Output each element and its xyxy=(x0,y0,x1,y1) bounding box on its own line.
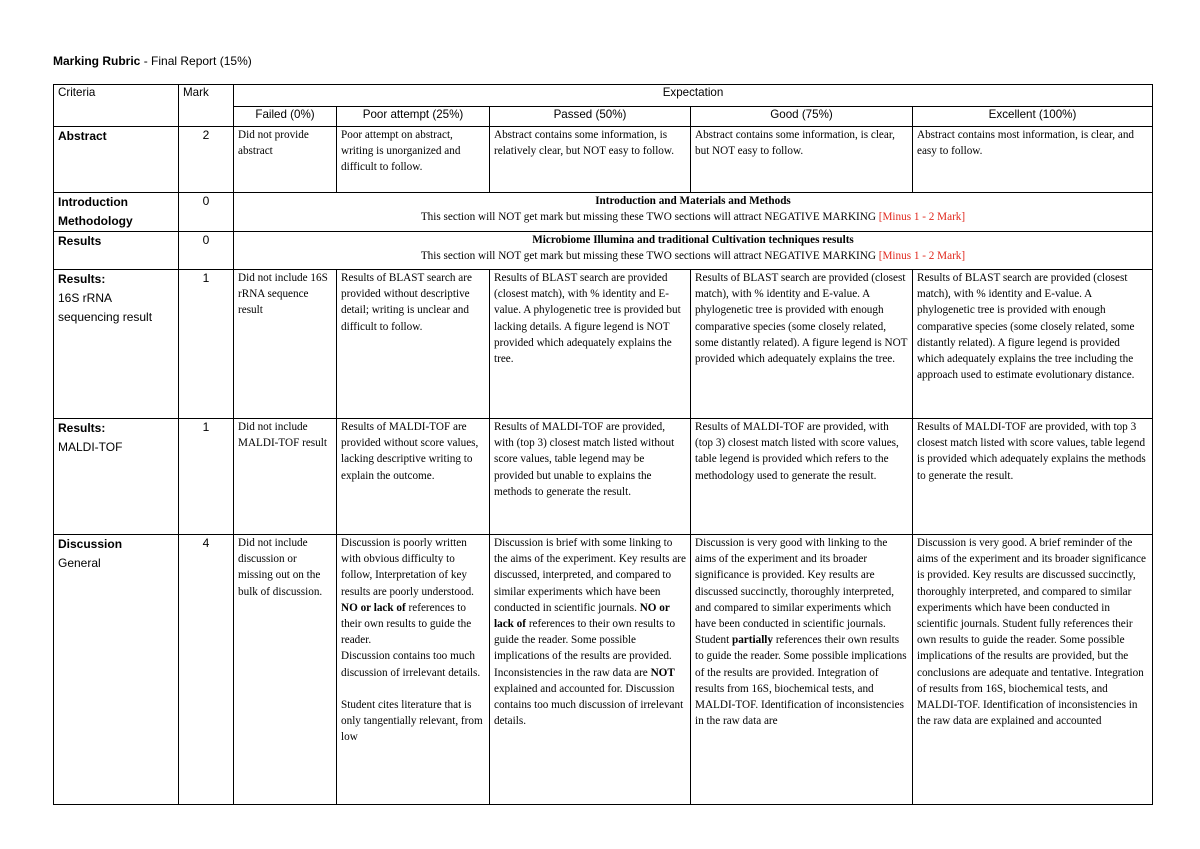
page-title-bold: Marking Rubric xyxy=(53,54,141,68)
criteria-introduction-line1: Introduction xyxy=(58,195,128,209)
16s-passed: Results of BLAST search are provided (closest match), with % identity and E-value. A phylogenetic tree is provided but lacking details. A figure legend is NOT provided which adequately explains the tree. xyxy=(490,270,691,419)
mark-results: 0 xyxy=(179,232,234,270)
mark-abstract: 2 xyxy=(179,127,234,193)
discussion-poor xyxy=(337,535,490,805)
criteria-maldi-bold: Results: xyxy=(58,421,106,435)
mark-discussion: 4 xyxy=(179,535,234,805)
criteria-abstract xyxy=(54,127,179,193)
page-title-rest: - Final Report (15%) xyxy=(140,54,252,68)
header-criteria: Criteria xyxy=(54,85,179,127)
criteria-discussion xyxy=(54,535,179,805)
criteria-results-label: Results xyxy=(58,234,102,248)
discussion-poor-c: references to their own results to guide the reader. xyxy=(341,601,472,647)
level-failed: Failed (0%) xyxy=(234,107,337,127)
header-mark: Mark xyxy=(179,85,234,127)
16s-excellent: Results of BLAST search are provided (closest match), with % identity and E-value. A phylogenetic tree is provided with enough comparative species (some closely related, some distantly related). A figure legend is provided which adequately explains the tree including the approach used to estimate evolutionary distance. xyxy=(913,270,1153,419)
criteria-abstract-label: Abstract xyxy=(58,129,107,143)
16s-poor: Results of BLAST search are provided without descriptive detail; writing is unclear and difficult to follow. xyxy=(337,270,490,419)
criteria-maldi-sub: MALDI-TOF xyxy=(58,440,123,454)
discussion-poor-d: Discussion contains too much discussion of irrelevant details. xyxy=(341,650,481,679)
mark-maldi: 1 xyxy=(179,419,234,535)
maldi-good: Results of MALDI-TOF are provided, with (top 3) closest match listed with score values, table legend is provided which refers to the methodology used to generate the result. xyxy=(691,419,913,535)
rubric-table xyxy=(53,84,1153,805)
abstract-excellent: Abstract contains most information, is clear, and easy to follow. xyxy=(913,127,1153,193)
row-16s-rrna xyxy=(54,270,1153,419)
results-note-text: This section will NOT get mark but missing these TWO sections will attract NEGATIVE MARKING xyxy=(420,250,879,263)
criteria-16s-bold: Results: xyxy=(58,272,106,286)
mark-introduction: 0 xyxy=(179,193,234,232)
16s-failed: Did not include 16S rRNA sequence result xyxy=(234,270,337,419)
mark-16s: 1 xyxy=(179,270,234,419)
discussion-poor-a: Discussion is poorly written with obvious difficulty to follow, Interpretation of key results are poorly understood. xyxy=(341,537,474,598)
criteria-16s-sub: 16S rRNA sequencing result xyxy=(58,291,153,324)
discussion-passed-bold: NO or lack of xyxy=(494,601,670,631)
discussion-passed-not: NOT xyxy=(650,666,675,679)
introduction-section-title: Introduction and Materials and Methods xyxy=(595,195,791,207)
results-section xyxy=(234,232,1153,270)
abstract-failed: Did not provide abstract xyxy=(234,127,337,193)
results-note xyxy=(238,248,1148,264)
introduction-note xyxy=(238,209,1148,225)
row-abstract xyxy=(54,127,1153,193)
introduction-negative-mark: [Minus 1 - 2 Mark] xyxy=(878,211,966,224)
discussion-good-c: references their own results to guide the reader. Some possible implications of the results are provided. Integration of results from 16S, biochemical tests, and MALDI-TOF. Identification of inconsistencies in the raw data are xyxy=(695,634,907,728)
criteria-results xyxy=(54,232,179,270)
level-good: Good (75%) xyxy=(691,107,913,127)
header-row xyxy=(54,85,1153,107)
abstract-poor: Poor attempt on abstract, writing is unorganized and difficult to follow. xyxy=(337,127,490,193)
discussion-failed: Did not include discussion or missing out on the bulk of discussion. xyxy=(234,535,337,805)
maldi-poor: Results of MALDI-TOF are provided without score values, lacking descriptive writing to explain the outcome. xyxy=(337,419,490,535)
row-introduction xyxy=(54,193,1153,232)
row-results xyxy=(54,232,1153,270)
16s-good: Results of BLAST search are provided (closest match), with % identity and E-value. A phylogenetic tree is provided with enough comparative species (some closely related, some distantly related). A figure legend is NOT provided which adequately explains the tree. xyxy=(691,270,913,419)
maldi-excellent: Results of MALDI-TOF are provided, with top 3 closest match listed with score values, table legend is provided which adequately explains the methods to generate the result. xyxy=(913,419,1153,535)
introduction-section xyxy=(234,193,1153,232)
level-passed: Passed (50%) xyxy=(490,107,691,127)
discussion-passed-c: references to their own results to guide the reader. Some possible implications of the results are provided. Inconsistencies in the raw data are xyxy=(494,618,676,679)
discussion-passed-e: explained and accounted for. Discussion contains too much discussion of irrelevant details. xyxy=(494,682,684,728)
maldi-failed: Did not include MALDI-TOF result xyxy=(234,419,337,535)
abstract-passed: Abstract contains some information, is relatively clear, but NOT easy to follow. xyxy=(490,127,691,193)
level-poor: Poor attempt (25%) xyxy=(337,107,490,127)
introduction-note-text: This section will NOT get mark but missing these TWO sections will attract NEGATIVE MARKING xyxy=(420,211,879,224)
discussion-poor-bold: NO or lack of xyxy=(341,601,406,614)
page-title xyxy=(53,54,252,68)
abstract-good: Abstract contains some information, is clear, but NOT easy to follow. xyxy=(691,127,913,193)
discussion-passed-a: Discussion is brief with some linking to the aims of the experiment. Key results are discussed, interpreted, and compared to similar experiments which have been conducted in scientific journals. xyxy=(494,537,686,614)
discussion-poor-e: Student cites literature that is only tangentially relevant, from low xyxy=(341,698,483,744)
level-excellent: Excellent (100%) xyxy=(913,107,1153,127)
row-discussion xyxy=(54,535,1153,805)
criteria-introduction-line2: Methodology xyxy=(58,214,133,228)
discussion-good-a: Discussion is very good with linking to the aims of the experiment and its broader significance is provided. Key results are discussed succinctly, thoroughly interpreted, and compared to similar experiments which have been conducted in scientific journals. Student xyxy=(695,537,895,647)
criteria-16s xyxy=(54,270,179,419)
discussion-good xyxy=(691,535,913,805)
maldi-passed: Results of MALDI-TOF are provided, with (top 3) closest match listed without score values, table legend may be provided but unable to explains the methods to generate the result. xyxy=(490,419,691,535)
row-maldi-tof xyxy=(54,419,1153,535)
criteria-maldi xyxy=(54,419,179,535)
discussion-passed xyxy=(490,535,691,805)
criteria-discussion-bold: Discussion xyxy=(58,537,123,551)
header-expectation: Expectation xyxy=(234,85,1153,107)
results-section-title: Microbiome Illumina and traditional Cultivation techniques results xyxy=(532,234,854,246)
discussion-good-bold: partially xyxy=(731,634,774,647)
discussion-excellent: Discussion is very good. A brief reminder of the aims of the experiment and its broader significance is provided. Key results are discussed succinctly, thoroughly interpreted, and compared to similar experiments which have been conducted in scientific journals. Student fully references their own results to guide the reader. Some possible implications of the results are provided, but the conclusions are adequate and tentative. Integration of results from 16S, biochemical tests, and MALDI-TOF. Identification of inconsistencies in the raw data are explained and accounted xyxy=(913,535,1153,805)
criteria-discussion-sub: General xyxy=(58,556,101,570)
criteria-introduction xyxy=(54,193,179,232)
results-negative-mark: [Minus 1 - 2 Mark] xyxy=(878,250,966,263)
